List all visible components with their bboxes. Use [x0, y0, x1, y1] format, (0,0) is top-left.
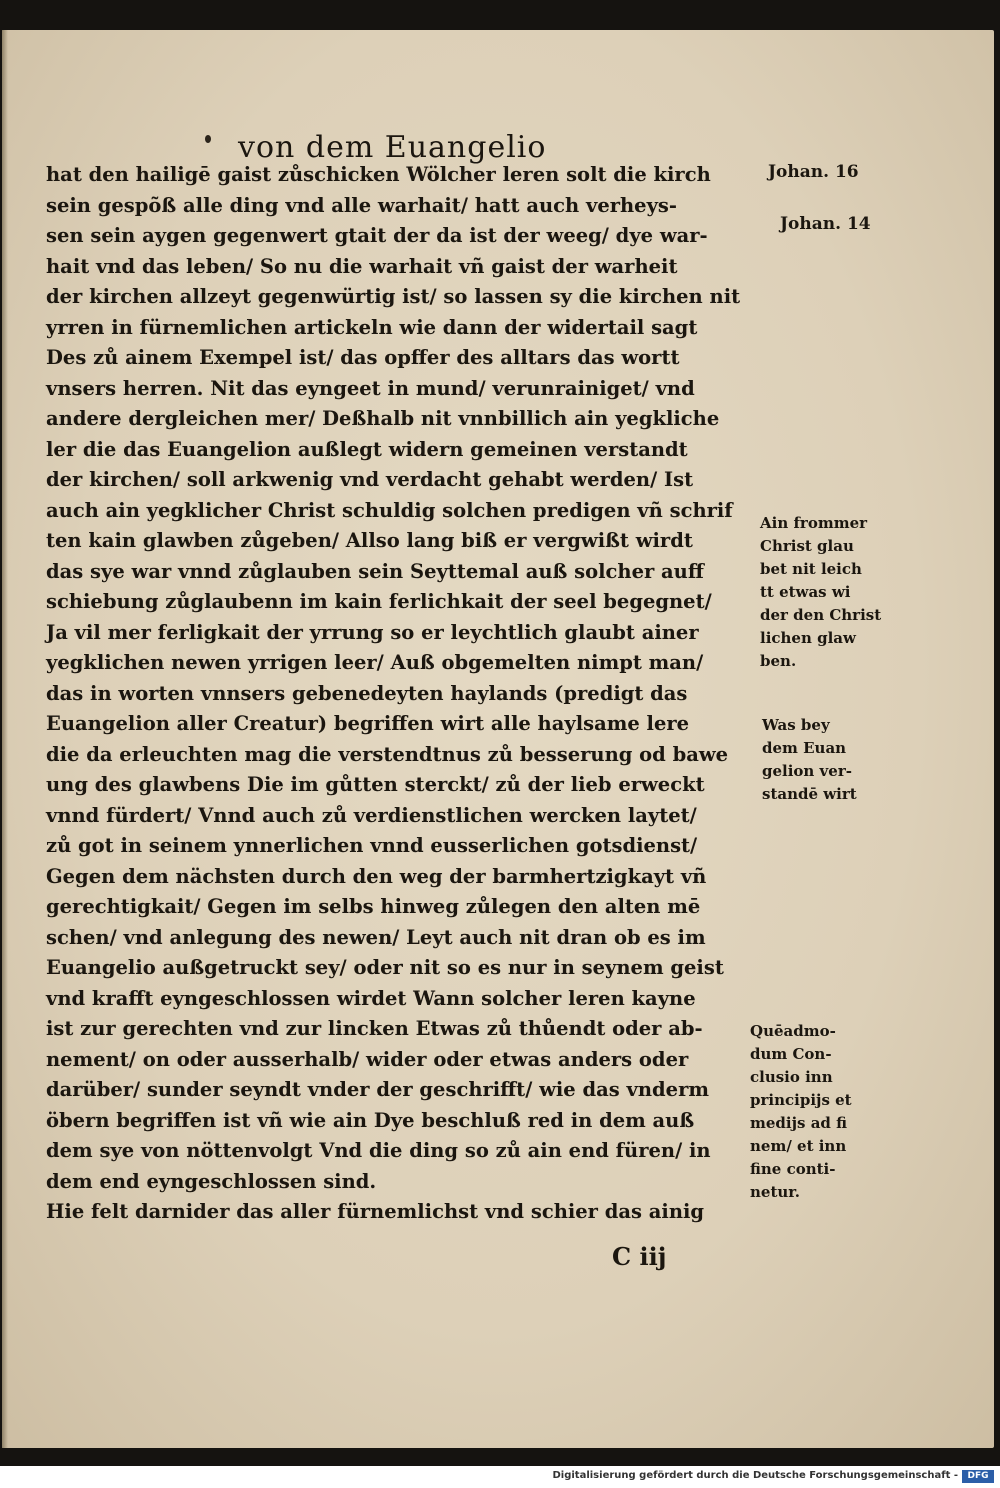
text-line: Ja vil mer ferligkait der yrrung so er leychtlich glaubt ainer — [46, 620, 699, 644]
running-head: von dem Euangelio — [238, 130, 547, 165]
marginal-line: nem/ et inn — [750, 1137, 847, 1155]
text-line: hait vnd das leben/ So nu die warhait vñ gaist der warheit — [46, 254, 678, 278]
text-line: Gegen dem nächsten durch den weg der barmhertzigkayt vñ — [46, 864, 707, 888]
text-line: yegklichen newen yrrigen leer/ Auß obgemelten nimpt man/ — [46, 651, 704, 674]
marginal-note-christian-faith — [760, 512, 881, 673]
text-line: auch ain yegklicher Christ schuldig solchen predigen vñ schrif — [46, 498, 733, 522]
text-line: yrren in fürnemlichen artickeln wie dann der widertail sagt — [46, 315, 698, 339]
text-line: Euangelion aller Creatur) begriffen wirt alle haylsame lere — [46, 712, 690, 735]
ink-speck — [205, 135, 211, 143]
signature-mark: C iij — [612, 1242, 667, 1271]
text-line: dem end eyngeschlossen sind. — [46, 1169, 377, 1193]
text-line: Euangelio außgetruckt sey/ oder nit so es nur in seynem geist — [46, 956, 724, 979]
text-line: darüber/ sunder seyndt vnder der geschrifft/ wie das vnderm — [46, 1078, 709, 1101]
text-line: das in worten vnnsers gebenedeyten haylands (predigt das — [46, 681, 688, 705]
marginal-line: clusio inn — [750, 1068, 833, 1086]
dfg-logo: DFG — [962, 1470, 994, 1483]
text-line: andere dergleichen mer/ Deßhalb nit vnnbillich ain yegkliche — [46, 407, 720, 430]
text-line: ler die das Euangelion außlegt widern gemeinen verstandt — [46, 437, 688, 461]
text-line: nement/ on oder ausserhalb/ wider oder etwas anders oder — [46, 1047, 689, 1071]
text-line: Hie felt darnider das aller fürnemlichst vnd schier das ainig — [46, 1200, 705, 1223]
text-line: der kirchen allzeyt gegenwürtig ist/ so lassen sy die kirchen nit — [46, 285, 741, 308]
text-line: das sye war vnnd zůglauben sein Seyttemal auß solcher auff — [46, 559, 704, 583]
funding-notice: Digitalisierung gefördert durch die Deutsche Forschungsgemeinschaft - — [552, 1470, 958, 1481]
text-line: schen/ vnd anlegung des newen/ Leyt auch nit dran ob es im — [46, 925, 706, 949]
marginal-line: dem Euan — [762, 739, 847, 757]
text-line: schiebung zůglaubenn im kain ferlichkait der seel begegnet/ — [46, 590, 712, 613]
text-line: vnnd fürdert/ Vnnd auch zů verdienstlichen wercken laytet/ — [46, 803, 697, 827]
marginal-line: standē wirt — [762, 785, 857, 803]
text-line: die da erleuchten mag die verstendtnus zů besserung od bawe — [46, 742, 729, 766]
marginal-note-latin — [750, 1020, 852, 1204]
footer-bar — [0, 1466, 1000, 1488]
text-line: dem sye von nöttenvolgt Vnd die ding so zů ain end füren/ in — [46, 1139, 711, 1162]
marginal-line: der den Christ — [760, 606, 882, 624]
text-line: gerechtigkait/ Gegen im selbs hinweg zůlegen den alten mē — [46, 895, 701, 918]
marginal-line: bet nit leich — [760, 560, 862, 578]
marginal-line: medijs ad fi — [750, 1114, 848, 1132]
text-line: vnd krafft eyngeschlossen wirdet Wann solcher leren kayne — [46, 986, 696, 1010]
marginal-line: dum Con- — [750, 1045, 832, 1063]
marginal-note-john-14: Johan. 14 — [780, 214, 871, 234]
marginal-note-gospel-understanding — [762, 714, 857, 806]
marginal-line: Quēadmo- — [750, 1022, 836, 1040]
marginal-line: gelion ver- — [762, 762, 852, 780]
text-line: der kirchen/ soll arkwenig vnd verdacht gehabt werden/ Ist — [46, 468, 694, 491]
marginal-line: fine conti- — [750, 1160, 836, 1178]
text-line: ist zur gerechten vnd zur lincken Etwas zů thůendt oder ab- — [46, 1017, 703, 1040]
marginal-line: ben. — [760, 652, 797, 670]
marginal-line: lichen glaw — [760, 629, 856, 647]
marginal-line: Christ glau — [760, 537, 854, 555]
body-text — [46, 160, 766, 1228]
text-line: hat den hailigē gaist zůschicken Wölcher leren solt die kirch — [46, 163, 711, 186]
marginal-line: tt etwas wi — [760, 583, 851, 601]
text-line: sen sein aygen gegenwert gtait der da ist der weeg/ dye war- — [46, 224, 708, 247]
marginal-line: Was bey — [762, 716, 830, 734]
marginal-line: Ain frommer — [760, 514, 868, 532]
text-line: zů got in seinem ynnerlichen vnnd eusserlichen gotsdienst/ — [46, 834, 698, 857]
text-line: vnsers herren. Nit das eyngeet in mund/ verunrainiget/ vnd — [46, 376, 695, 400]
text-line: Des zů ainem Exempel ist/ das opffer des alltars das wortt — [46, 346, 680, 369]
text-line: ung des glawbens Die im gůtten sterckt/ zů der lieb erweckt — [46, 773, 705, 796]
text-line: sein gespõß alle ding vnd alle warhait/ hatt auch verheys- — [46, 193, 677, 217]
marginal-note-john-16: Johan. 16 — [768, 162, 859, 182]
text-line: ten kain glawben zůgeben/ Allso lang biß er vergwißt wirdt — [46, 529, 693, 552]
text-line: öbern begriffen ist vñ wie ain Dye beschluß red in dem auß — [46, 1108, 695, 1132]
marginal-line: principijs et — [750, 1091, 852, 1109]
page-edge-shadow — [2, 30, 8, 1448]
marginal-line: netur. — [750, 1183, 801, 1201]
